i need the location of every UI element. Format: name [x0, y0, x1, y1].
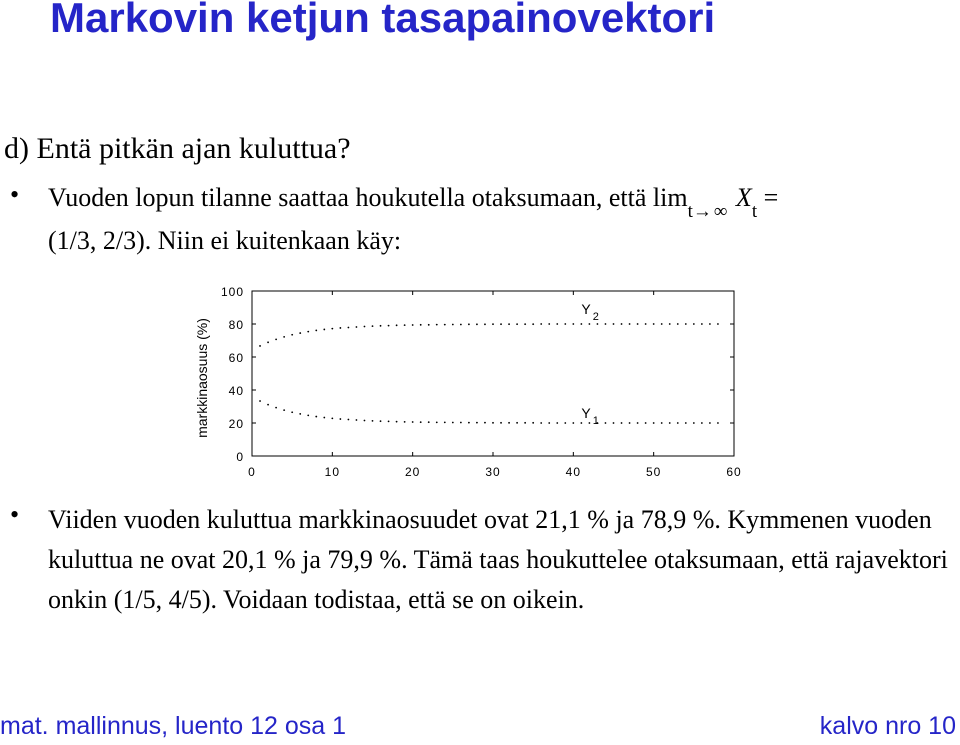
x-tick-label: 40 [565, 465, 582, 479]
series-y1-point [532, 422, 534, 424]
series-y2-point [259, 345, 261, 347]
series-y1-point [548, 422, 550, 424]
chart-plot-frame [252, 291, 734, 456]
y-tick-label: 40 [228, 384, 244, 398]
series-y1-point [629, 422, 631, 424]
series-y1-point [348, 419, 350, 421]
series-y1-point [621, 422, 623, 424]
series-y2-point [339, 327, 341, 329]
series-y1-point [709, 422, 711, 424]
series-y2-point [669, 323, 671, 325]
series-y2-point [420, 324, 422, 326]
series-y2-point [275, 338, 277, 340]
series-y2-point [564, 323, 566, 325]
limit-subscript-t: t [687, 201, 693, 222]
limit-arrow-infinity: →∞ [692, 201, 730, 222]
series-y2-point [428, 324, 430, 326]
series-y1-point [428, 421, 430, 423]
series-y1-point [492, 422, 494, 424]
bullet-paragraph-2: Viiden vuoden kuluttua markkinaosuudet ovat 21,1 % ja 78,9 %. Kymmenen vuoden kuluttua ne ovat 20,1 % ja 79,9 %. Tämä taas houkuttelee otaksumaan, että rajavektori onkin (1/5, 4/5). Voidaan todistaa, että se on oikein. [48, 505, 948, 614]
series-y2-point [364, 326, 366, 328]
series-y2-point [605, 323, 607, 325]
series-y2-point [597, 323, 599, 325]
series-y2-point [580, 323, 582, 325]
series-y2-point [701, 323, 703, 325]
series-y1-point [516, 422, 518, 424]
series-y1-point [380, 420, 382, 422]
series-y2-point [653, 323, 655, 325]
series-y2-point [645, 323, 647, 325]
x-tick-label: 10 [324, 465, 341, 479]
series-y1-point [315, 416, 317, 418]
y-tick-label: 100 [220, 285, 244, 299]
series-y2-point [613, 323, 615, 325]
series-y1-point [299, 413, 301, 415]
series-y2-point [460, 324, 462, 326]
bullet1-text-start: Vuoden lopun tilanne saattaa houkutella otaksumaan, että lim [48, 183, 688, 212]
series-y1-point [452, 422, 454, 424]
series-y1-point [356, 419, 358, 421]
series-y1-point [388, 420, 390, 422]
series-y2-point [412, 324, 414, 326]
series-y1-point [307, 415, 309, 417]
axis-ticks [221, 285, 742, 479]
series-points [259, 323, 719, 424]
y-tick-label: 80 [228, 318, 244, 332]
series-y1-point [661, 422, 663, 424]
x-tick-label: 50 [645, 465, 662, 479]
series-label-y2: Y $_2$ [581, 301, 599, 324]
series-y1-point [436, 421, 438, 423]
series-y2-point [315, 330, 317, 332]
question-text: d) Entä pitkän ajan kuluttua? [4, 132, 351, 165]
series-y2-point [356, 326, 358, 328]
series-y2-point [436, 324, 438, 326]
series-y1-point [613, 422, 615, 424]
series-y1-point [259, 400, 261, 402]
series-y2-point [589, 323, 591, 325]
series-y2-point [532, 323, 534, 325]
series-y2-point [492, 323, 494, 325]
series-y2-point [484, 323, 486, 325]
y-axis-label: markkinaosuus (%) [194, 318, 210, 438]
series-y1-point [653, 422, 655, 424]
series-y1-point [701, 422, 703, 424]
series-y1-point [605, 422, 607, 424]
equals-sign: = [757, 183, 779, 212]
series-y1-point [693, 422, 695, 424]
series-y1-point [323, 417, 325, 419]
series-y2-point [291, 334, 293, 336]
footer-course: mat. mallinnus, luento 12 osa 1 [0, 712, 347, 740]
series-y1-point [589, 422, 591, 424]
series-y2-point [380, 325, 382, 327]
series-y2-point [540, 323, 542, 325]
x-tick-label: 0 [248, 465, 256, 479]
y-tick-label: 20 [228, 417, 244, 431]
series-y1-point [484, 422, 486, 424]
series-y2-point [524, 323, 526, 325]
footer-slide-number: kalvo nro 10 [819, 712, 956, 740]
series-y1-point [331, 417, 333, 419]
series-label-y1: Y $_1$ [581, 405, 599, 428]
series-y2-point [396, 324, 398, 326]
series-y1-point [645, 422, 647, 424]
bullet-icon: • [10, 180, 20, 209]
series-y1-point [420, 421, 422, 423]
series-y2-point [444, 324, 446, 326]
series-y1-point [564, 422, 566, 424]
series-y1-point [540, 422, 542, 424]
vector-x: X [735, 183, 752, 212]
series-y1-point [556, 422, 558, 424]
series-y2-point [323, 329, 325, 331]
series-y2-point [307, 331, 309, 333]
series-y1-point [275, 407, 277, 409]
series-y2-point [717, 323, 719, 325]
series-y1-point [372, 420, 374, 422]
series-y2-point [267, 341, 269, 343]
series-y1-point [580, 422, 582, 424]
series-y1-point [508, 422, 510, 424]
series-y1-point [677, 422, 679, 424]
series-y1-point [283, 409, 285, 411]
series-y2-point [500, 323, 502, 325]
series-y1-point [396, 421, 398, 423]
series-y2-point [556, 323, 558, 325]
series-y2-point [331, 328, 333, 330]
series-y2-point [693, 323, 695, 325]
series-y1-point [468, 422, 470, 424]
series-y1-point [412, 421, 414, 423]
series-y2-point [404, 324, 406, 326]
series-y1-point [669, 422, 671, 424]
y-tick-label: 60 [228, 351, 244, 365]
series-y2-point [548, 323, 550, 325]
series-y2-point [516, 323, 518, 325]
series-y2-point [709, 323, 711, 325]
bullet-icon: • [10, 500, 20, 529]
series-y2-point [388, 325, 390, 327]
series-y2-point [452, 324, 454, 326]
series-y1-point [717, 422, 719, 424]
x-tick-label: 20 [404, 465, 421, 479]
series-y1-point [339, 418, 341, 420]
series-y2-point [629, 323, 631, 325]
series-y1-point [364, 420, 366, 422]
vector-x-subscript: t [751, 201, 758, 222]
series-y2-point [348, 327, 350, 329]
series-y2-point [685, 323, 687, 325]
series-y2-point [621, 323, 623, 325]
slide-title: Markovin ketjun tasapainovektori [50, 0, 716, 41]
series-y1-point [476, 422, 478, 424]
series-y2-point [299, 332, 301, 334]
series-y2-point [637, 323, 639, 325]
series-y2-point [572, 323, 574, 325]
series-y1-point [637, 422, 639, 424]
x-tick-label: 60 [726, 465, 742, 479]
series-y1-point [267, 404, 269, 406]
series-y1-point [572, 422, 574, 424]
series-y2-point [677, 323, 679, 325]
series-y1-point [685, 422, 687, 424]
series-y2-point [661, 323, 663, 325]
series-y2-point [508, 323, 510, 325]
series-y2-point [476, 323, 478, 325]
series-y1-point [291, 411, 293, 413]
series-y1-point [500, 422, 502, 424]
y-tick-label: 0 [236, 450, 244, 464]
series-y2-point [468, 323, 470, 325]
series-y2-point [283, 336, 285, 338]
series-y1-point [460, 422, 462, 424]
series-y2-point [372, 325, 374, 327]
series-y1-point [524, 422, 526, 424]
x-tick-label: 30 [485, 465, 501, 479]
series-y1-point [404, 421, 406, 423]
series-y1-point [444, 421, 446, 423]
bullet1-text-end: (1/3, 2/3). Niin ei kuitenkaan käy: [48, 226, 402, 255]
series-labels [581, 301, 598, 427]
